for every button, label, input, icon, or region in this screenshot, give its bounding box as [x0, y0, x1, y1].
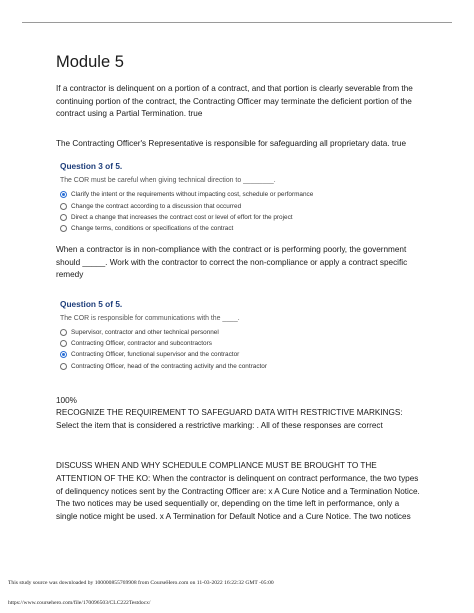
quiz-option[interactable]: [60, 201, 422, 212]
quiz-option[interactable]: [60, 360, 422, 371]
quiz-question-5: [60, 298, 422, 372]
quiz-options: [60, 189, 422, 234]
option-label: Direct a change that increases the contract cost or level of effort for the project: [71, 213, 293, 221]
quiz-option[interactable]: [60, 338, 422, 349]
radio-button[interactable]: [60, 225, 67, 232]
quiz-prompt: The COR is responsible for communications with the ____.: [60, 314, 240, 322]
quiz-header: Question 3 of 5.: [60, 161, 123, 172]
paragraph-cor-proprietary-data: The Contracting Officer's Representative is responsible for safeguarding all proprietary data. true: [56, 138, 407, 148]
download-notice: This study source was downloaded by 100000855769908 from CourseHero.com on 11-03-2022 16:22:32 GMT -05:00: [8, 580, 274, 586]
quiz-prompt: The COR must be careful when giving technical direction to ________.: [60, 177, 276, 185]
radio-button-selected[interactable]: [60, 351, 67, 358]
option-label: Supervisor, contractor and other technical personnel: [71, 329, 219, 336]
quiz-option[interactable]: [60, 349, 422, 360]
quiz-option[interactable]: [60, 212, 422, 223]
paragraph-partial-termination: If a contractor is delinquent on a portion of a contract, and that portion is clearly severable from the continuing portion of the contract, the Contracting Officer may terminate the deficient portion of the contract using a Partial Termination. true: [56, 84, 413, 119]
top-divider: [22, 22, 452, 23]
quiz-option[interactable]: [60, 223, 422, 234]
quiz-option[interactable]: [60, 327, 422, 338]
radio-button-selected[interactable]: [60, 191, 67, 198]
quiz-options: [60, 327, 422, 372]
quiz-question-3: [60, 160, 422, 234]
option-label: Contracting Officer, contractor and subcontractors: [71, 340, 212, 348]
option-label: Change terms, conditions or specifications of the contract: [71, 225, 234, 233]
score-text: 100%: [56, 395, 77, 405]
document-body: [56, 52, 422, 533]
radio-button[interactable]: [60, 329, 67, 336]
quiz-option[interactable]: [60, 189, 422, 200]
option-label: Change the contract according to a discussion that occurred: [71, 202, 242, 210]
option-label: Contracting Officer, functional supervisor and the contractor: [71, 351, 240, 359]
radio-button[interactable]: [60, 203, 67, 210]
option-label: Clarify the intent or the requirements without impacting cost, schedule or performance: [71, 191, 314, 199]
radio-button[interactable]: [60, 340, 67, 347]
page-title: Module 5: [56, 53, 124, 71]
quiz-header: Question 5 of 5.: [60, 298, 123, 309]
paragraph-non-compliance: When a contractor is in non-compliance with the contract or is performing poorly, the government should _____. Work with the contractor to correct the non-compliance or apply a contract specific remedy: [56, 245, 408, 280]
paragraph-restrictive-markings: RECOGNIZE THE REQUIREMENT TO SAFEGUARD DATA WITH RESTRICTIVE MARKINGS: Select the item that is considered a restrictive marking: . All of these responses are correct: [56, 408, 403, 430]
option-label: Contracting Officer, head of the contracting activity and the contractor: [71, 362, 267, 370]
source-url[interactable]: https://www.coursehero.com/file/170096503/CLC222Testdocx/: [8, 600, 151, 606]
radio-button[interactable]: [60, 363, 67, 370]
paragraph-schedule-compliance: DISCUSS WHEN AND WHY SCHEDULE COMPLIANCE MUST BE BROUGHT TO THE ATTENTION OF THE KO: When the contractor is delinquent on contract performance, the two types of delinquency notices sent by the Contracting Officer are: x A Cure Notice and a Termination Notice. The two notices may be used sequentially or, depending on the time left in performance, only a single notice might be used. x A Termination for Default Notice and a Cure Notice. The two notices: [56, 461, 420, 521]
radio-button[interactable]: [60, 214, 67, 221]
